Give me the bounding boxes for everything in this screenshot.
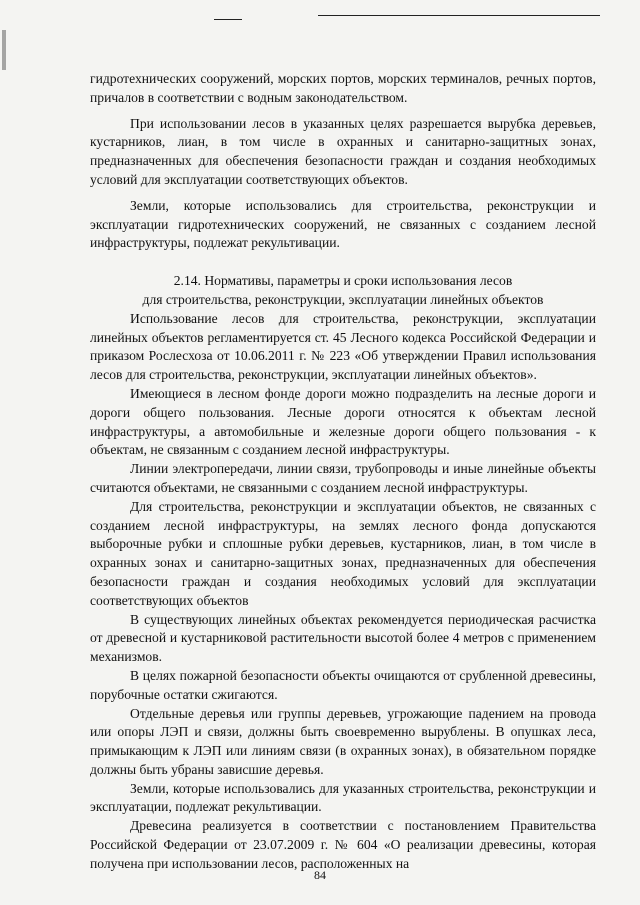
paragraph: Древесина реализуется в соответствии с постановлением Правительства Российской Федерации от 23.07.2009 г. № 604 «О реализации древесины, которая получена при использовании лесов, расположенных на (90, 818, 596, 871)
paragraph: Отдельные деревья или группы деревьев, угрожающие падением на провода или опоры ЛЭП и связи, должны быть своевременно вырублены. В опушках леса, примыкающим к ЛЭП или линиям связи (в охранных зонах), в обязательном порядке должны быть убраны зависшие деревья. (90, 705, 596, 777)
paragraph: Использование лесов для строительства, реконструкции, эксплуатации линейных объектов регламентируется ст. 45 Лесного кодекса Российской Федерации и приказом Рослесхоза от 10.06.2011 г. № 223 «Об утверждении Правил использования лесов для строительства, реконструкции, эксплуатации линейных объектов». (90, 310, 596, 383)
body-text (90, 70, 596, 874)
page-number: 84 (314, 868, 326, 882)
paragraph: Имеющиеся в лесном фонде дороги можно подразделить на лесные дороги и дороги общего пользования. Лесные дороги относятся к объектам лесной инфраструктуры, а автомобильные и железные дороги общего пользования - к объектам, не связанным с созданием лесной инфраструктуры. (90, 385, 596, 458)
paragraph: Земли, которые использовались для указанных строительства, реконструкции и эксплуатации, подлежат рекультивации. (90, 780, 596, 815)
paragraph: В существующих линейных объектах рекомендуется периодическая расчистка от древесной и кустарниковой растительности высотой более 4 метров с применением механизмов. (90, 611, 596, 665)
paragraph: В целях пожарной безопасности объекты очищаются от срубленной древесины, порубочные остатки сжигаются. (90, 667, 596, 702)
section-heading (90, 272, 596, 310)
header-rule-long (318, 15, 600, 16)
section-heading-line-1: 2.14. Нормативы, параметры и сроки использования лесов (173, 273, 513, 289)
paragraph: гидротехнических сооружений, морских портов, морских терминалов, речных портов, причалов в соответствии с водным законодательством. (90, 71, 596, 105)
paragraph: Для строительства, реконструкции и эксплуатации объектов, не связанных с созданием лесной инфраструктуры, на землях лесного фонда допускаются выборочные рубки и сплошные рубки деревьев, кустарников, лиан, в том числе в охранных зонах и санитарно-защитных зонах, предназначенных для обеспечения безопасности граждан и создания необходимых условий для эксплуатации соответствующих объектов (90, 498, 596, 608)
paragraph: Линии электропередачи, линии связи, трубопроводы и иные линейные объекты считаются объектами, не связанными с созданием лесной инфраструктуры. (90, 461, 596, 495)
paragraph: Земли, которые использовались для строительства, реконструкции и эксплуатации гидротехнических сооружений, не связанных с созданием лесной инфраструктуры, подлежат рекультивации. (90, 197, 596, 251)
scan-margin-mark (2, 30, 6, 70)
section-heading-line-2: для строительства, реконструкции, эксплуатации линейных объектов (142, 291, 544, 307)
header-rule-short (214, 19, 242, 20)
paragraph: При использовании лесов в указанных целях разрешается вырубка деревьев, кустарников, лиан, в том числе в охранных и санитарно-защитных зонах, предназначенных для обеспечения безопасности граждан и создания необходимых условий для эксплуатации соответствующих объектов. (90, 115, 596, 187)
